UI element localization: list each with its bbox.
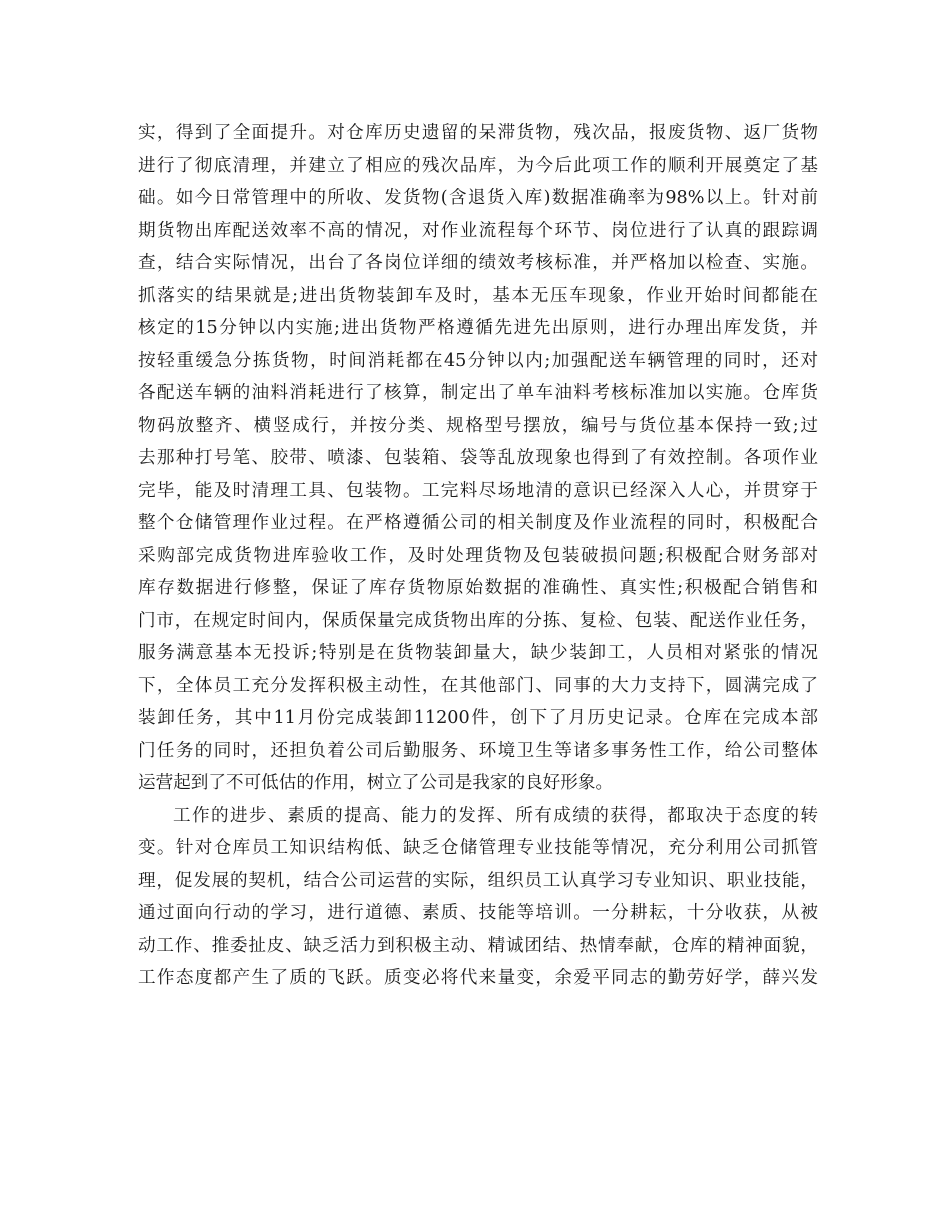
text-line: 物码放整齐、横竖成行，并按分类、规格型号摆放，编号与货位基本保持一致;过 [138,415,818,436]
text-line: 变。针对仓库员工知识结构低、缺乏仓储管理专业技能等情况，充分利用公司抓管 [138,838,818,858]
text-line: 础。如今日常管理中的所收、发货物(含退货入库)数据准确率为98%以上。针对前 [138,188,818,208]
text-line: 采购部完成货物进库验收工作，及时处理货物及包装破损问题;积极配合财务部对 [138,545,818,566]
text-line: 门市，在规定时间内，保质保量完成货物出库的分拣、复检、包装、配送作业任务， [138,610,818,631]
text-line: 动工作、推委扯皮、缺乏活力到积极主动、精诚团结、热情奉献，仓库的精神面貌， [138,935,818,956]
text-line: 去那种打号笔、胶带、喷漆、包装箱、袋等乱放现象也得到了有效控制。各项作业 [138,448,818,468]
text-line: 库存数据进行修整，保证了库存货物原始数据的准确性、真实性;积极配合销售和 [138,578,818,598]
text-line: 各配送车辆的油料消耗进行了核算，制定出了单车油料考核标准加以实施。仓库货 [138,383,818,403]
text-line: 抓落实的结果就是;进出货物装卸车及时，基本无压车现象，作业开始时间都能在 [138,285,818,306]
text-line: 下，全体员工充分发挥积极主动性，在其他部门、同事的大力支持下，圆满完成了 [138,675,818,696]
text-line: 通过面向行动的学习，进行道德、素质、技能等培训。一分耕耘，十分收获，从被 [138,903,818,923]
body-text [138,117,818,995]
text-line: 整个仓储管理作业过程。在严格遵循公司的相关制度及作业流程的同时，积极配合 [138,513,818,533]
text-line: 实，得到了全面提升。对仓库历史遗留的呆滞货物，残次品，报废货物、返厂货物 [138,123,818,143]
text-line: 工作态度都产生了质的飞跃。质变必将代来量变，余爱平同志的勤劳好学，薛兴发 [138,968,818,988]
text-line: 按轻重缓急分拣货物，时间消耗都在45分钟以内;加强配送车辆管理的同时，还对 [138,350,818,371]
text-line: 装卸任务，其中11月份完成装卸11200件，创下了月历史记录。仓库在完成本部 [138,708,818,728]
text-line: 理，促发展的契机，结合公司运营的实际，组织员工认真学习专业知识、职业技能， [138,870,818,891]
text-line: 进行了彻底清理，并建立了相应的残次品库，为今后此项工作的顺利开展奠定了基 [138,155,818,176]
text-line: 工作的进步、素质的提高、能力的发挥、所有成绩的获得，都取决于态度的转 [173,805,818,826]
text-line: 服务满意基本无投诉;特别是在货物装卸量大，缺少装卸工，人员相对紧张的情况 [138,643,818,663]
text-line: 期货物出库配送效率不高的情况，对作业流程每个环节、岗位进行了认真的跟踪调 [138,220,818,241]
paragraph-2 [138,800,818,995]
text-line: 门任务的同时，还担负着公司后勤服务、环境卫生等诸多事务性工作，给公司整体 [138,740,818,761]
text-line: 查，结合实际情况，出台了各岗位详细的绩效考核标准，并严格加以检查、实施。 [138,253,818,273]
text-line: 核定的15分钟以内实施;进出货物严格遵循先进先出原则，进行办理出库发货，并 [138,318,818,338]
paragraph-1 [138,117,818,800]
text-line: 完毕，能及时清理工具、包装物。工完料尽场地清的意识已经深入人心，并贯穿于 [138,480,818,501]
text-line: 运营起到了不可低估的作用，树立了公司是我家的良好形象。 [138,773,614,793]
